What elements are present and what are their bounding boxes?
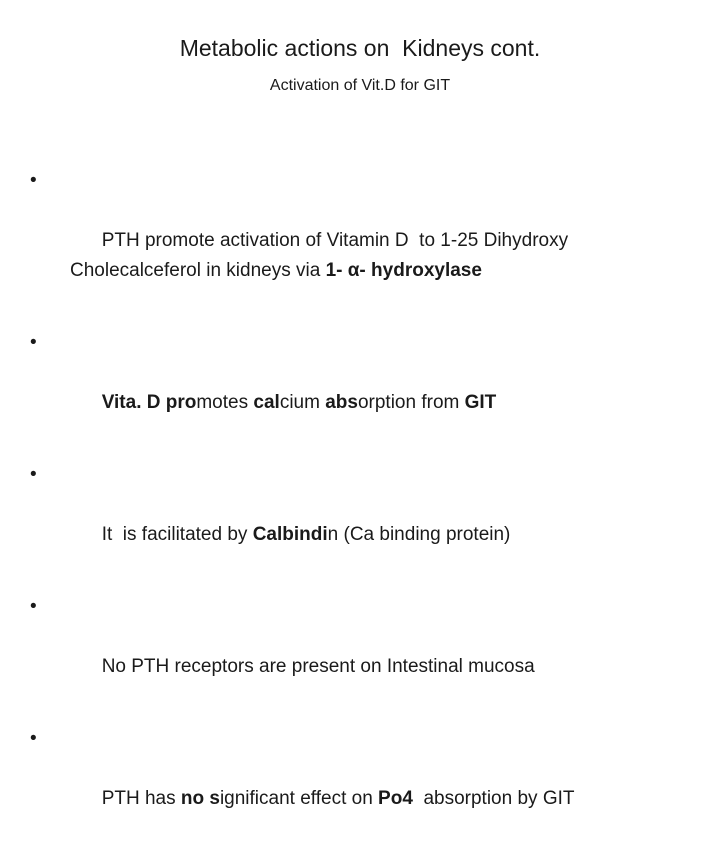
bullet-segment: orption from <box>357 392 465 413</box>
bullet-segment-bold: cal <box>253 392 280 413</box>
bullet-list <box>30 166 700 856</box>
bullet-segment-bold: Calbindi <box>252 524 328 545</box>
bullet-text <box>102 788 575 809</box>
bullet-segment: No PTH receptors are present on Intestinal mucosa <box>101 656 535 677</box>
bullet-segment: n (Ca binding protein) <box>327 524 511 545</box>
bullet-item <box>30 592 700 712</box>
bullet-marker: • <box>30 332 37 353</box>
bullet-segment-bold: 1- α- hydroxylase <box>325 260 482 281</box>
bullet-segment-bold: no s <box>180 788 220 809</box>
bullet-segment: PTH promote activation of Vitamin D to 1-25 Dihydroxy Cholecalceferol in kidneys via <box>70 230 574 281</box>
bullet-segment: motes <box>196 392 254 413</box>
slide-subtitle: Activation of Vit.D for GIT <box>269 77 451 94</box>
bullet-segment-bold: abs <box>325 392 358 413</box>
bullet-segment: absorption by GIT <box>412 788 575 809</box>
bullet-item <box>30 460 700 580</box>
bullet-segment-bold: Po4 <box>378 788 413 809</box>
bullet-segment: PTH has <box>101 788 181 809</box>
bullet-segment-bold: GIT <box>464 392 497 413</box>
bullet-text <box>102 656 535 677</box>
bullet-segment: cium <box>279 392 326 413</box>
bullet-segment: It is facilitated by <box>101 524 253 545</box>
bullet-item <box>30 166 700 316</box>
bullet-item <box>30 328 700 448</box>
bullet-marker: • <box>30 170 37 191</box>
bullet-marker: • <box>30 728 37 749</box>
bullet-text <box>70 230 573 281</box>
bullet-marker: • <box>30 464 37 485</box>
bullet-marker: • <box>30 596 37 617</box>
bullet-segment-bold: Vita. D pro <box>101 392 197 413</box>
bullet-segment: ignificant effect on <box>219 788 379 809</box>
bullet-text <box>102 524 511 545</box>
slide-title: Metabolic actions on Kidneys cont. <box>179 35 541 61</box>
slide-title-block <box>0 30 720 102</box>
bullet-item <box>30 724 700 844</box>
bullet-text <box>102 392 497 413</box>
